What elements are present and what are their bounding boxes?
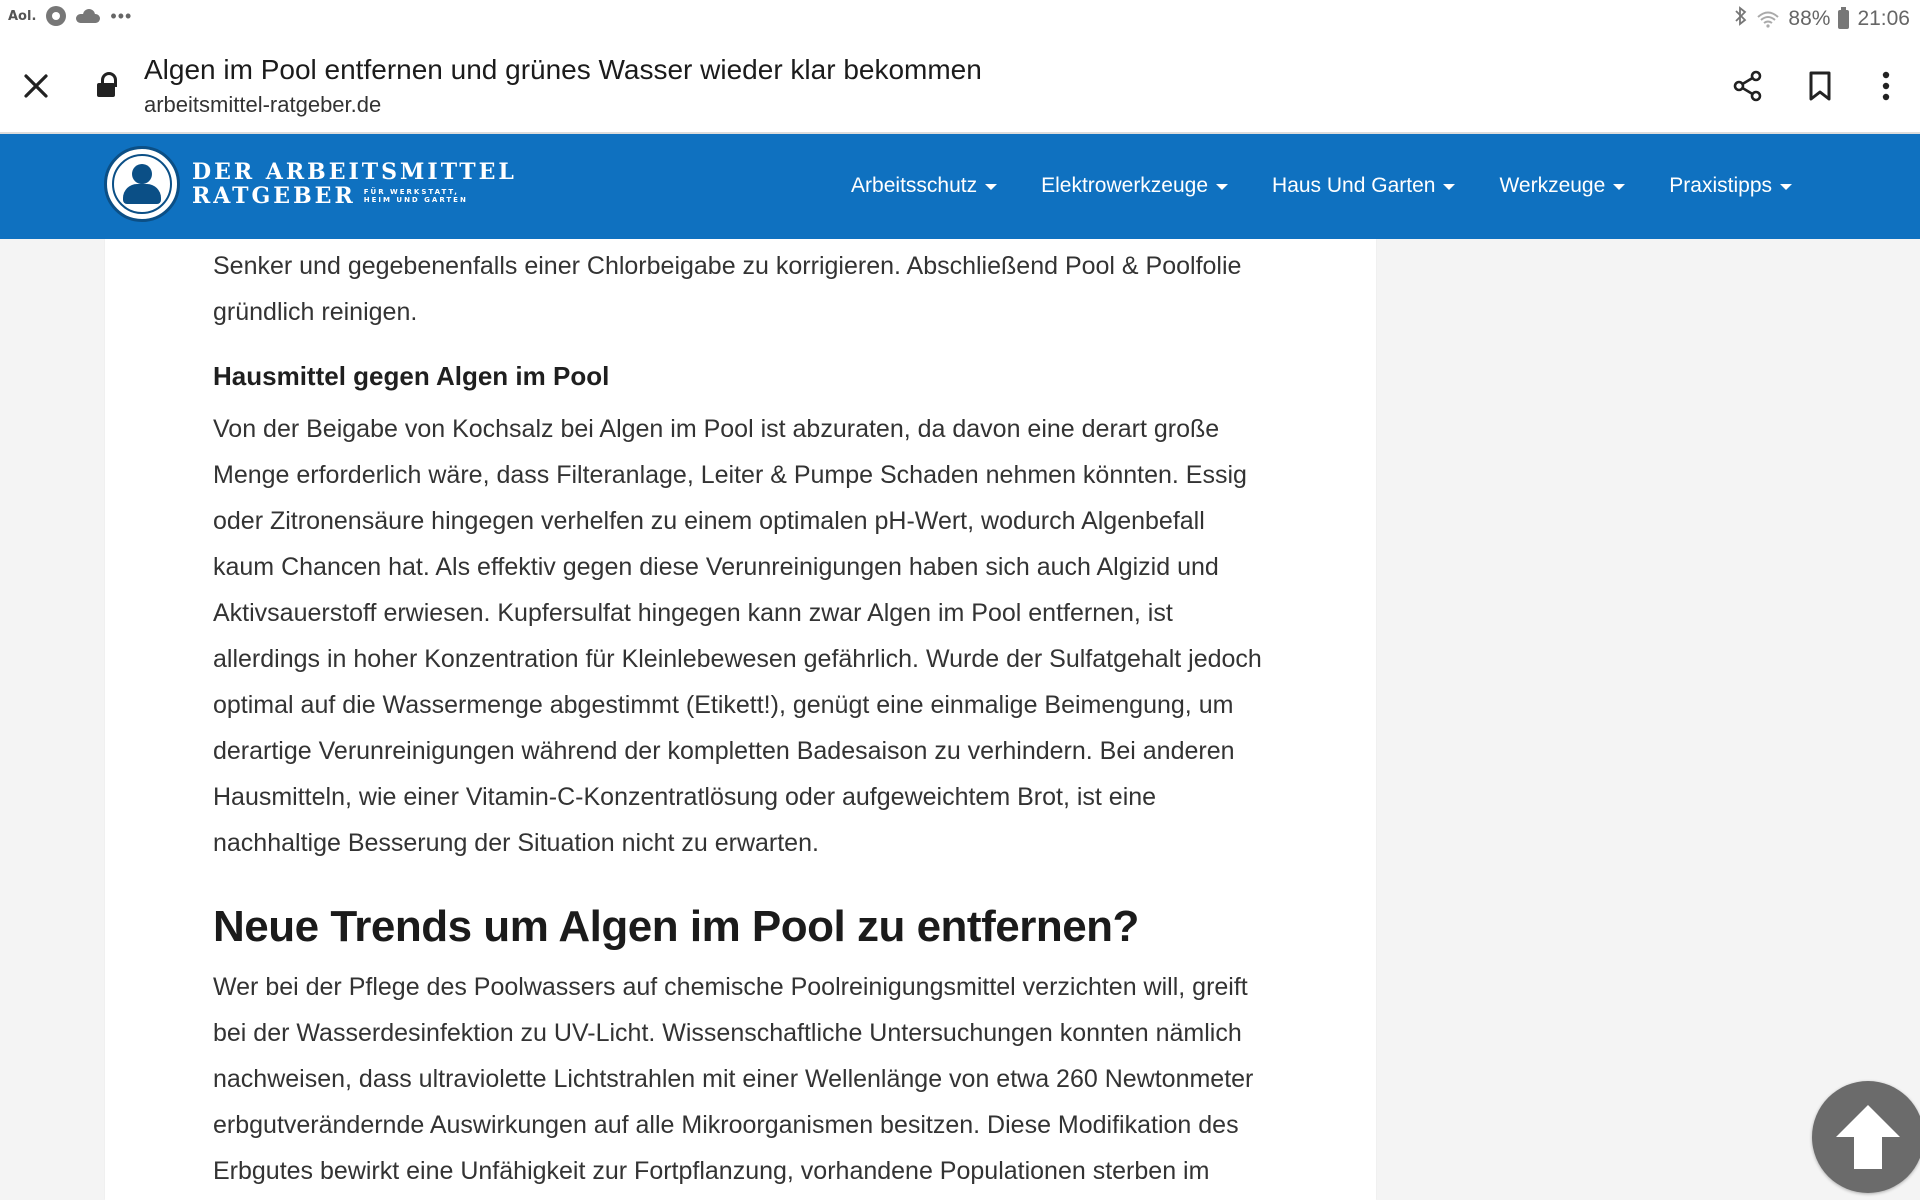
chrome-icon	[46, 6, 66, 26]
clock: 21:06	[1857, 7, 1910, 30]
caret-down-icon	[1613, 184, 1625, 190]
paragraph-new-trends	[213, 964, 1278, 1194]
article-body	[213, 239, 1278, 1194]
page-url[interactable]: arbeitsmittel-ratgeber.de	[144, 92, 382, 117]
nav-item-label: Haus Und Garten	[1272, 174, 1436, 197]
site-logo[interactable]	[104, 146, 517, 222]
text-line: Senker und gegebenenfalls einer Chlorbeigabe zu korrigieren. Abschließend Pool & Poolfolie	[213, 252, 1242, 280]
logo-tagline-2: HEIM UND GARTEN	[363, 196, 468, 204]
nav-item-label: Werkzeuge	[1499, 174, 1606, 197]
caret-down-icon	[1780, 184, 1792, 190]
heading-home-remedies: Hausmittel gegen Algen im Pool	[213, 361, 610, 391]
close-icon[interactable]	[14, 64, 58, 108]
text-line: derartige Verunreinigungen während der kompletten Badesaison zu verhindern. Bei anderen	[213, 737, 1235, 765]
site-header	[0, 133, 1920, 239]
caret-down-icon	[985, 184, 997, 190]
nav-item-elektrowerkzeuge[interactable]	[1041, 174, 1228, 198]
text-line: Aktivsauerstoff erwiesen. Kupfersulfat hingegen kann zwar Algen im Pool entfernen, ist	[213, 599, 1173, 627]
text-line: kaum Chancen hat. Als effektiv gegen diese Verunreinigungen haben sich auch Algizid und	[213, 553, 1219, 581]
text-line: Wer bei der Pflege des Poolwassers auf chemische Poolreinigungsmittel verzichten will, greift	[213, 973, 1248, 1001]
paragraph-home-remedies	[213, 406, 1278, 866]
heading-new-trends: Neue Trends um Algen im Pool zu entfernen?	[213, 902, 1139, 951]
lock-icon	[97, 72, 119, 100]
text-line: Von der Beigabe von Kochsalz bei Algen im Pool ist abzuraten, da davon eine derart große	[213, 415, 1220, 443]
more-vert-icon[interactable]	[1864, 64, 1908, 108]
article-card	[105, 239, 1376, 1200]
text-line: allerdings in hoher Konzentration für Kleinlebewesen gefährlich. Wurde der Sulfatgehalt jedoch	[213, 645, 1262, 673]
caret-down-icon	[1216, 184, 1228, 190]
text-line: nachhaltige Besserung der Situation nicht zu erwarten.	[213, 829, 819, 857]
text-line: nachweisen, dass ultraviolette Lichtstrahlen mit einer Wellenlänge von etwa 260 Newtonmeter	[213, 1065, 1254, 1093]
text-line: oder Zitronensäure hingegen verhelfen zu einem optimalen pH-Wert, wodurch Algenbefall	[213, 507, 1205, 535]
text-line: optimal auf die Wassermenge abgestimmt (Etikett!), genügt eine einmalige Beimengung, um	[213, 691, 1234, 719]
text-line: Erbgutes bewirkt eine Unfähigkeit zur Fortpflanzung, vorhandene Populationen sterben im	[213, 1157, 1210, 1185]
share-icon[interactable]	[1726, 64, 1770, 108]
notification-icons	[8, 6, 132, 26]
bookmark-icon[interactable]	[1798, 64, 1842, 108]
text-line: bei der Wasserdesinfektion zu UV-Licht. Wissenschaftliche Untersuchungen konnten nämlich	[213, 1019, 1242, 1047]
text-line: Hausmitteln, wie einer Vitamin-C-Konzentratlösung oder aufgeweichtem Brot, ist eine	[213, 783, 1157, 811]
bluetooth-icon	[1734, 6, 1748, 32]
paragraph-intro	[213, 243, 1278, 335]
cloud-icon	[76, 9, 100, 23]
battery-percent: 88%	[1788, 7, 1831, 30]
main-nav	[851, 133, 1792, 239]
caret-down-icon	[1443, 184, 1455, 190]
logo-line-1: DER ARBEITSMITTEL	[192, 159, 517, 185]
page-title: Algen im Pool entfernen und grünes Wasser wieder klar bekommen	[144, 54, 982, 85]
logo-emblem	[104, 146, 180, 222]
browser-toolbar	[0, 38, 1920, 134]
text-line: Menge erforderlich wäre, dass Filteranlage, Leiter & Pumpe Schaden nehmen könnten. Essig	[213, 461, 1247, 489]
scroll-to-top-button[interactable]	[1812, 1081, 1920, 1193]
logo-tagline-1: FÜR WERKSTATT,	[363, 188, 459, 196]
nav-item-werkzeuge[interactable]	[1499, 174, 1625, 198]
aol-icon: Aol.	[8, 8, 37, 24]
nav-item-praxistipps[interactable]	[1669, 174, 1792, 198]
battery-icon	[1838, 10, 1849, 29]
nav-item-arbeitsschutz[interactable]	[851, 174, 997, 198]
text-line: gründlich reinigen.	[213, 298, 418, 326]
nav-item-label: Arbeitsschutz	[851, 174, 978, 197]
status-bar	[0, 0, 1920, 38]
arrow-up-icon	[1828, 1097, 1908, 1177]
text-line: erbgutverändernde Auswirkungen auf alle Mikroorganismen besitzen. Diese Modifikation des	[213, 1111, 1239, 1139]
wifi-icon	[1756, 10, 1780, 28]
more-notifications-icon: •••	[110, 6, 133, 26]
nav-item-haus-und-garten[interactable]	[1272, 174, 1455, 198]
nav-item-label: Praxistipps	[1669, 174, 1772, 197]
nav-item-label: Elektrowerkzeuge	[1041, 174, 1209, 197]
logo-line-2: RATGEBER	[192, 183, 356, 209]
system-icons	[1734, 6, 1910, 32]
